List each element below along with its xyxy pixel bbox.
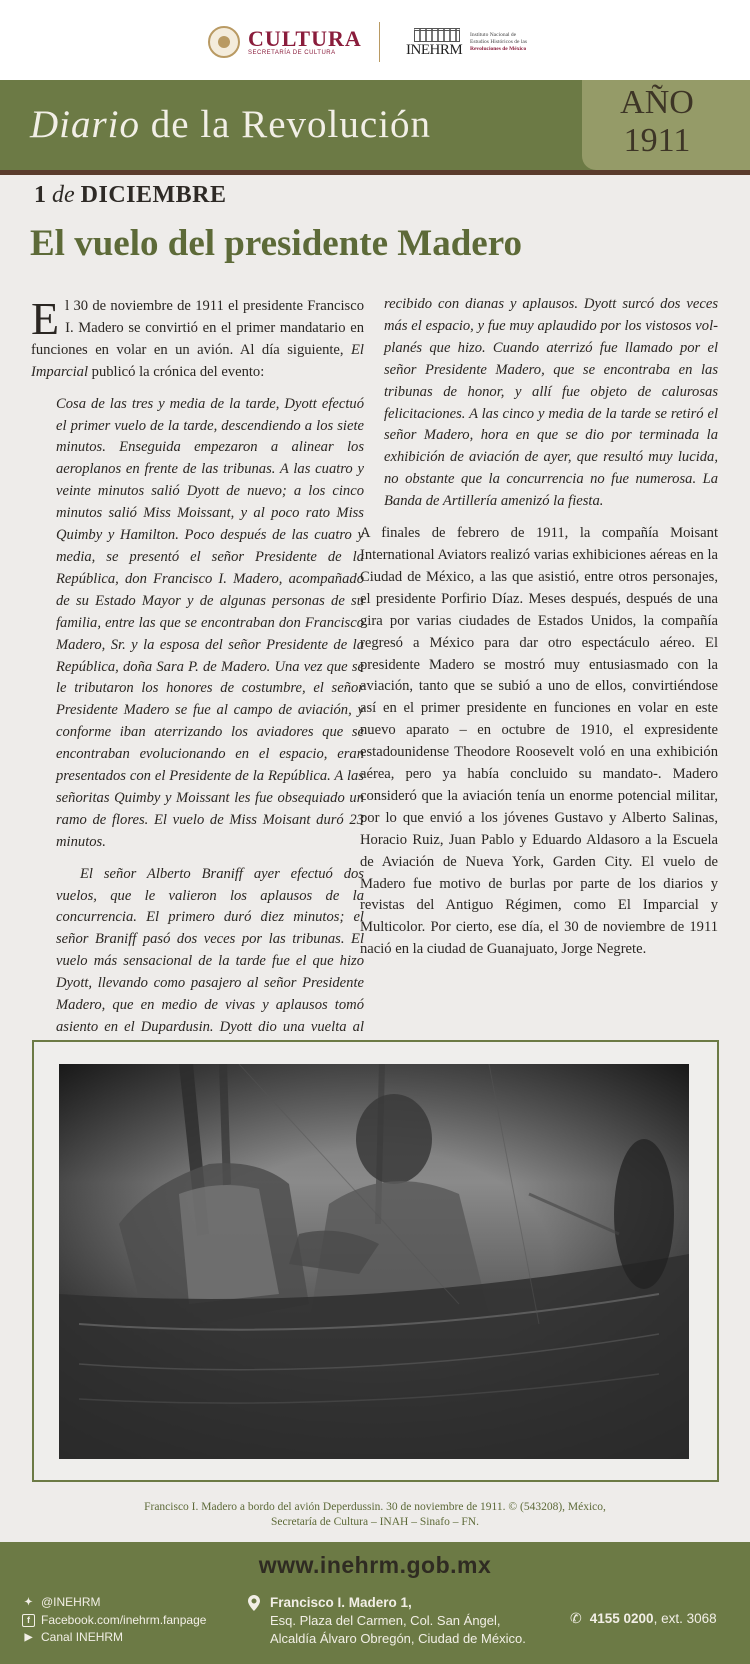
- cultura-wordmark: CULTURA: [248, 26, 362, 51]
- airplane-photo-drawing: [59, 1064, 689, 1459]
- emblem-seal-icon: [208, 26, 240, 58]
- series-title-rest: de la Revolución: [140, 103, 432, 146]
- facebook-icon: f: [22, 1614, 35, 1627]
- youtube-channel: Canal INEHRM: [41, 1630, 124, 1644]
- caption-line: Francisco I. Madero a bordo del avión Deperdussin. 30 de noviembre de 1911. © (543208), México,: [144, 1501, 606, 1513]
- body-paragraph: A finales de febrero de 1911, la compañía Moisant International Aviators realizó varias exhibiciones aéreas en la Ciudad de México, a las que asistió, entre otros personajes, el presidente Porfirio Díaz. Meses después, después de una gira por varias ciudades de Estados Unidos, la compañía regresó a México para dar otro espectáculo aéreo. El presidente Madero se mostró muy entusiasmado con la aviación, tanto que se subió a uno de ellos, convirtiéndose así en el primer presidente en funciones en volar en este nuevo aparato – en octubre de 1910, el expresidente estadounidense Theodore Roosevelt voló en una exhibición aérea, pero ya había concluido su mandato-. Madero consideró que la aviación tenía un enorme potencial militar, por lo que envió a los jóvenes Gustavo y Alberto Salinas, Horacio Ruiz, Juan Pablo y Eduardo Aldasoro a la Escuela de Aviación de Nueva York, Garden City. El vuelo de Madero fue motivo de burlas por parte de los diarios y revistas del Antiguo Régimen, como El Imparcial y Multicolor. Por cierto, ese día, el 30 de noviembre de 1911 nació en la ciudad de Guanajuato, Jorge Negrete.: [360, 525, 718, 958]
- inehrm-fullname: [470, 32, 570, 53]
- year-label: AÑO: [620, 84, 694, 121]
- phone-icon: ✆: [570, 1610, 582, 1626]
- inehrm-logo[interactable]: [406, 28, 556, 60]
- address-street: Francisco I. Madero 1,: [270, 1595, 412, 1610]
- newspaper-name: El Imparcial: [31, 341, 364, 380]
- series-title: [30, 102, 431, 147]
- quote-paragraph: El señor Alberto Braniff ayer efectuó dos vuelos, que le valieron los aplausos de la concurrencia. El primero duró diez minutos; el señor Braniff pasó dos veces por las tribunas. El vuelo más sensacional de la tarde fue el que hizo Dyott, llevando como pasajero al señor Presidente Madero, que en medio de vivas y aplausos tomó asiento en el Dupardusin. Dyott dio una vuelta al: [56, 865, 364, 1035]
- caption-line: Secretaría de Cultura – INAH – Sinafo – FN.: [271, 1516, 479, 1528]
- banner-rule: [0, 170, 750, 175]
- address-line: Alcaldía Álvaro Obregón, Ciudad de México.: [270, 1631, 526, 1646]
- photo-caption: [100, 1500, 650, 1530]
- phone-number: 4155 0200: [589, 1611, 654, 1626]
- building-icon: [414, 28, 460, 42]
- website-link[interactable]: www.inehrm.gob.mx: [258, 1552, 492, 1578]
- logo-bar: [0, 0, 750, 80]
- article-date: [34, 182, 227, 209]
- facebook-link[interactable]: [22, 1612, 206, 1630]
- article-title: El vuelo del presidente Madero: [30, 223, 522, 264]
- cultura-subtitle: SECRETARÍA DE CULTURA: [248, 50, 336, 56]
- date-month: DICIEMBRE: [80, 182, 227, 208]
- quote-continuation: recibido con dianas y aplausos. Dyott surcó dos veces más el espacio, y fue muy aplaudido por los vistosos vol-planés que hizo. Cuando aterrizó fue llamado por el señor Presidente Madero, que se encontraba en las tribunas de honor, y allí fue objeto de calurosas felicitaciones. A las cinco y media de la tarde se retiró el señor Madero, hora en que se dio por terminada la exhibición de aviación de ayer, que resultó muy lucida, no obstante que la concurrencia no fue numerosa. La Banda de Artillería amenizó la fiesta.: [384, 296, 718, 510]
- drop-cap: E: [31, 293, 60, 344]
- series-banner: [0, 80, 750, 170]
- facebook-url: Facebook.com/inehrm.fanpage: [41, 1612, 207, 1627]
- series-title-italic: Diario: [30, 103, 141, 146]
- year-number: 1911: [623, 122, 691, 159]
- logo-divider: [379, 22, 380, 62]
- footer: [0, 1542, 750, 1664]
- intro-text-end: publicó la crónica del evento:: [88, 363, 265, 380]
- cultura-logo[interactable]: [208, 26, 362, 60]
- phone-contact[interactable]: [570, 1610, 717, 1627]
- youtube-link[interactable]: [22, 1629, 206, 1647]
- quote-paragraph: Cosa de las tres y media de la tarde, Dyott efectuó el primer vuelo de la tarde, descendiendo a los siete minutos. Enseguida empezaron a alinear los aeroplanos en frente de las tribunas. A las cuatro y veinte minutos salió Dyott de nuevo; a los cinco minutos salió Miss Moissant, y al poco rato Miss Quimby y Hamilton. Poco después de las cuatro y media, se presentó el señor Presidente de la República, don Francisco I. Madero, acompañado de su Estado Mayor y de algunas personas de su familia, entre las que se encontraban don Francisco Madero, Sr. y la esposa del señor Presidente de la República, doña Sara P. de Madero. Una vez que se le tributaron los honores de costumbre, el señor Presidente Madero se fue al campo de aviación, y conforme iban aterrizando los aviadores que se encontraban evolucionando en el espacio, eran presentados con el Presidente de la República. A las señoritas Quimby y Moissant les fue obsequiado un ramo de flores. El vuelo de Miss Moisant duró 23 minutos.: [56, 395, 364, 850]
- phone-extension: , ext. 3068: [653, 1611, 717, 1626]
- inehrm-wordmark: INEHRM: [406, 42, 463, 58]
- address-line: Esq. Plaza del Carmen, Col. San Ángel,: [270, 1613, 501, 1628]
- twitter-link[interactable]: [22, 1594, 206, 1612]
- year-box: [582, 80, 750, 170]
- historical-photo: [59, 1064, 689, 1459]
- date-de: de: [52, 182, 75, 208]
- youtube-icon: ▶: [24, 1632, 33, 1644]
- twitter-handle: @INEHRM: [41, 1595, 101, 1609]
- social-links: [22, 1594, 206, 1647]
- inehrm-line: Instituto Nacional de: [470, 32, 517, 38]
- twitter-icon: ✦: [24, 1597, 33, 1609]
- date-day: 1: [34, 182, 46, 208]
- inehrm-line: Estudios Históricos de las: [470, 39, 527, 45]
- article-column-left: [31, 293, 364, 1083]
- inehrm-line: Revoluciones de México: [470, 46, 527, 52]
- intro-text: l 30 de noviembre de 1911 el presidente Francisco I. Madero se convirtió en el primer mandatario en funciones en volar en un avión. Al día siguiente,: [31, 298, 364, 358]
- photo-frame: [32, 1040, 719, 1482]
- address: [248, 1594, 526, 1648]
- intro-paragraph: [31, 293, 364, 384]
- article-column-right: [360, 294, 718, 961]
- map-pin-icon: [248, 1595, 260, 1611]
